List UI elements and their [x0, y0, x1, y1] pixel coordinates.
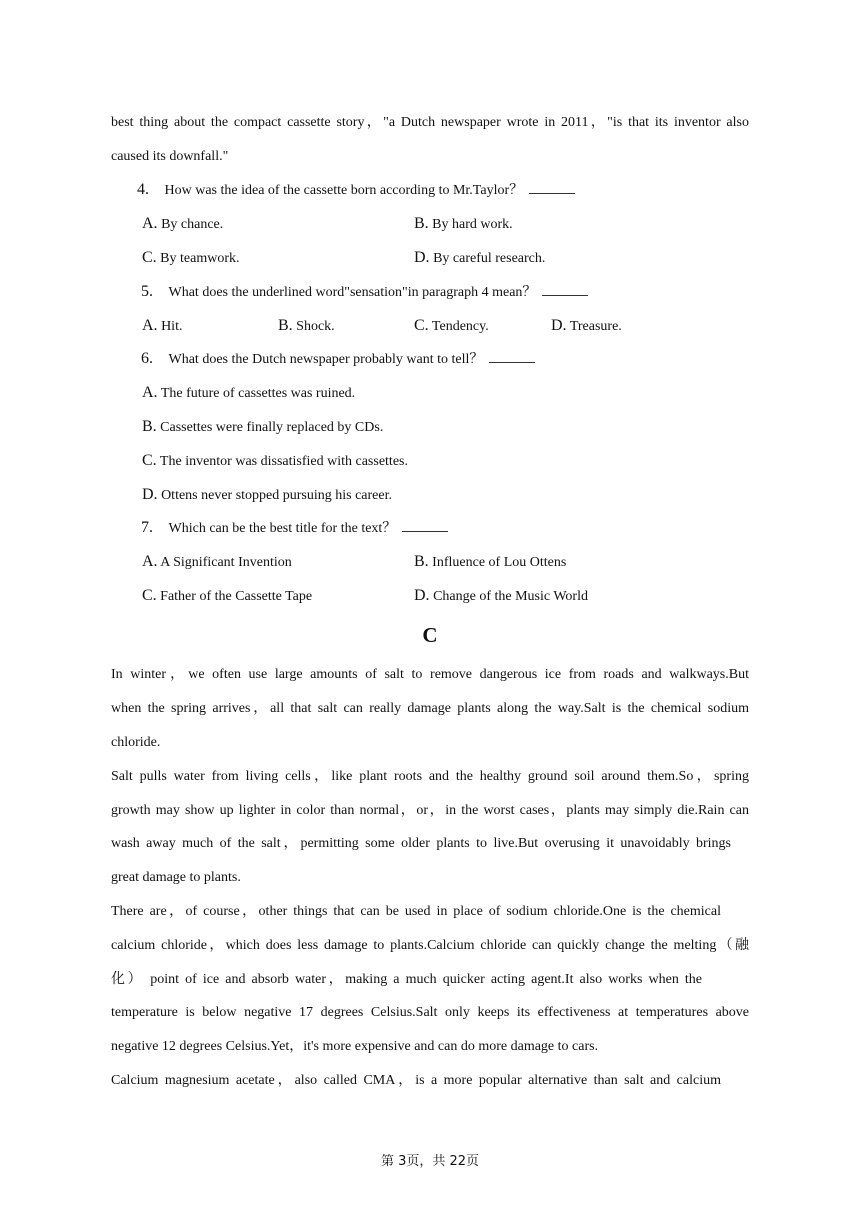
option-letter: B. — [414, 215, 429, 232]
option-text: Hit. — [161, 319, 183, 334]
option-letter: D. — [414, 249, 430, 266]
passage-line-10: 化） point of ice and absorb water，making a much quicker acting agent.It also works when the — [111, 972, 702, 987]
option-text: Ottens never stopped pursuing his career. — [161, 488, 393, 503]
answer-blank[interactable] — [542, 283, 588, 296]
option-letter: D. — [142, 486, 158, 503]
option-7a[interactable] — [142, 553, 292, 572]
option-4c[interactable] — [142, 249, 240, 268]
option-letter: B. — [142, 418, 157, 435]
option-5a[interactable] — [142, 317, 182, 336]
question-number: 5. — [141, 283, 153, 300]
question-text: How was the idea of the cassette born according to Mr.Taylor？ — [164, 183, 524, 198]
passage-line-2: when the spring arrives，all that salt can really damage plants along the way.Salt is the chemical sodium — [111, 701, 749, 716]
option-6a[interactable] — [142, 384, 355, 403]
option-text: A Significant Invention — [160, 555, 292, 570]
option-letter: C. — [142, 249, 157, 266]
passage-line-13: Calcium magnesium acetate，also called CMA，is a more popular alternative than salt and calcium — [111, 1073, 721, 1088]
question-6 — [141, 350, 535, 369]
option-text: The future of cassettes was ruined. — [160, 386, 356, 401]
question-text: What does the Dutch newspaper probably want to tell？ — [168, 352, 484, 367]
answer-blank[interactable] — [402, 519, 448, 532]
passage-line-12: negative 12 degrees Celsius.Yet，it's more expensive and can do more damage to cars. — [111, 1039, 599, 1054]
option-text: Tendency. — [431, 319, 489, 334]
question-text: Which can be the best title for the text？ — [168, 521, 397, 536]
passage-line-4: Salt pulls water from living cells，like plant roots and the healthy ground soil around them.So，spring — [111, 769, 749, 784]
intro-line-1: best thing about the compact cassette story，"a Dutch newspaper wrote in 2011，"is that its inventor also — [111, 115, 749, 130]
option-text: Treasure. — [569, 319, 622, 334]
passage-line-3: chloride. — [111, 735, 161, 750]
option-5d[interactable] — [551, 317, 622, 336]
option-text: Influence of Lou Ottens — [432, 555, 567, 570]
option-letter: C. — [142, 452, 157, 469]
question-number: 4. — [137, 181, 149, 198]
option-7d[interactable] — [414, 587, 588, 606]
passage-line-8: There are，of course，other things that can be used in place of sodium chloride.One is the chemical — [111, 904, 721, 919]
question-text: What does the underlined word"sensation"in paragraph 4 mean？ — [168, 285, 537, 300]
option-7c[interactable] — [142, 587, 312, 606]
passage-line-6: wash away much of the salt，permitting some older plants to live.But overusing it unavoidably brings — [111, 836, 731, 851]
page-footer: 第 3页，共 22页 — [380, 1154, 480, 1169]
option-4a[interactable] — [142, 215, 223, 234]
passage-line-7: great damage to plants. — [111, 870, 241, 885]
option-letter: B. — [414, 553, 429, 570]
option-7b[interactable] — [414, 553, 566, 572]
option-5c[interactable] — [414, 317, 489, 336]
option-6c[interactable] — [142, 452, 408, 471]
option-letter: A. — [142, 215, 158, 232]
intro-line-2: caused its downfall." — [111, 149, 229, 164]
option-5b[interactable] — [278, 317, 335, 336]
option-text: By careful research. — [433, 251, 546, 266]
answer-blank[interactable] — [529, 181, 575, 194]
section-heading: C — [422, 623, 438, 647]
option-letter: A. — [142, 384, 158, 401]
option-letter: D. — [414, 587, 430, 604]
question-number: 6. — [141, 350, 153, 367]
option-6b[interactable] — [142, 418, 383, 437]
passage-line-9: calcium chloride，which does less damage to plants.Calcium chloride can quickly change the melting（融 — [111, 938, 749, 953]
option-letter: A. — [142, 317, 158, 334]
question-4 — [137, 181, 575, 200]
option-text: Change of the Music World — [433, 589, 588, 604]
passage-line-5: growth may show up lighter in color than normal，or，in the worst cases，plants may simply die.Rain can — [111, 803, 749, 818]
option-text: Shock. — [296, 319, 335, 334]
option-letter: B. — [278, 317, 293, 334]
option-text: The inventor was dissatisfied with cassettes. — [159, 454, 408, 469]
option-4b[interactable] — [414, 215, 513, 234]
option-letter: C. — [414, 317, 429, 334]
option-text: By hard work. — [432, 217, 513, 232]
passage-line-11: temperature is below negative 17 degrees Celsius.Salt only keeps its effectiveness at temperatures above — [111, 1005, 749, 1020]
option-letter: C. — [142, 587, 157, 604]
question-7 — [141, 519, 448, 538]
question-number: 7. — [141, 519, 153, 536]
answer-blank[interactable] — [489, 350, 535, 363]
option-text: Cassettes were finally replaced by CDs. — [160, 420, 384, 435]
question-5 — [141, 283, 588, 302]
option-letter: A. — [142, 553, 158, 570]
option-4d[interactable] — [414, 249, 545, 268]
option-text: By chance. — [161, 217, 224, 232]
option-letter: D. — [551, 317, 567, 334]
option-6d[interactable] — [142, 486, 392, 505]
passage-line-1: In winter，we often use large amounts of salt to remove dangerous ice from roads and walkways.But — [111, 667, 749, 682]
option-text: By teamwork. — [160, 251, 240, 266]
option-text: Father of the Cassette Tape — [160, 589, 313, 604]
